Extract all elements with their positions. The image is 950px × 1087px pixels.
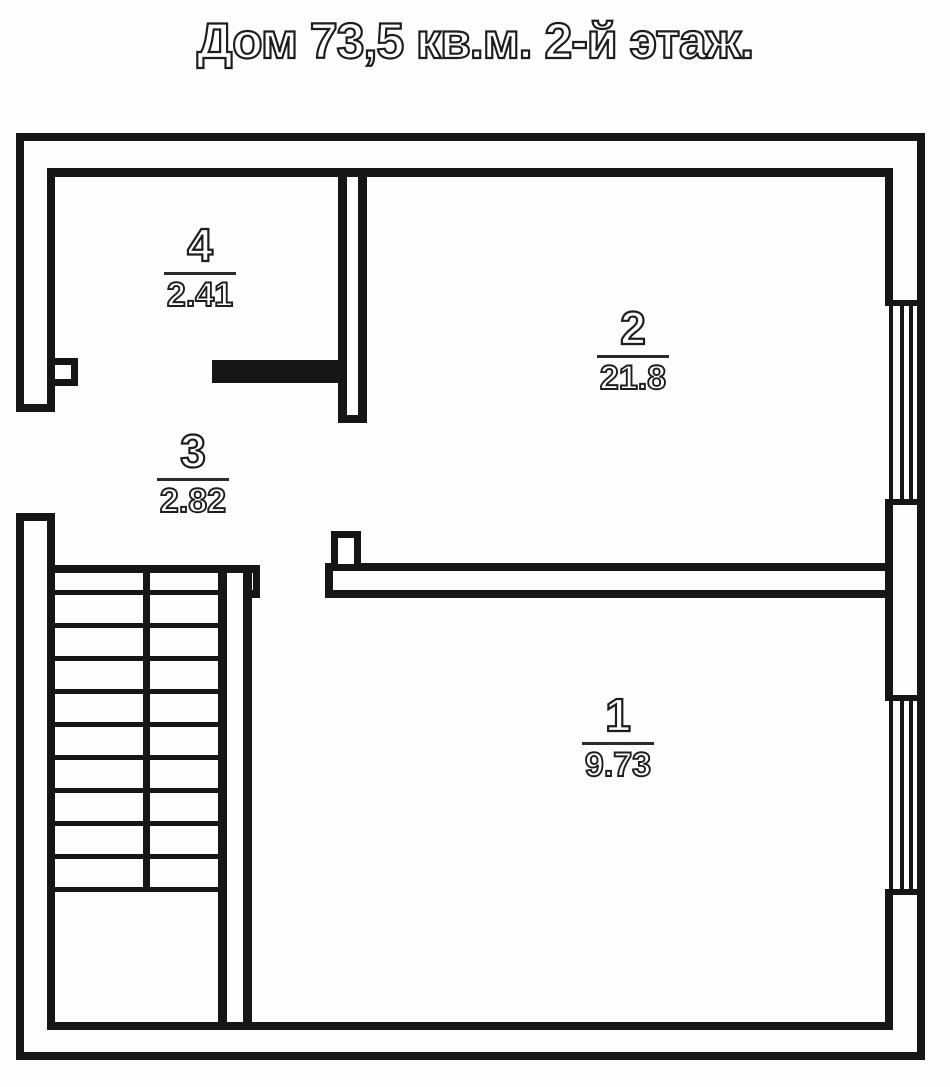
window-room1-pane-line — [909, 695, 913, 895]
wall-room2-bottom-bottom-line — [325, 590, 893, 598]
wall-room4-bottom — [212, 360, 347, 383]
stair-tread — [50, 623, 218, 628]
stair-tread — [50, 689, 218, 694]
wall-right-inner-a — [885, 168, 893, 305]
wall-bottom-outer — [16, 1052, 925, 1060]
room-label-1 — [548, 689, 688, 784]
wall-top-inner — [47, 168, 893, 177]
door-jamb-room2 — [331, 531, 361, 571]
wall-right-inner-b — [885, 500, 893, 697]
wall-left-outer-upper — [16, 133, 24, 412]
wall-bottom-inner — [47, 1022, 893, 1030]
room4-label-rule — [164, 272, 236, 275]
stair-wall-left-line — [218, 565, 227, 1022]
room-label-3 — [123, 425, 263, 520]
stair-door-jamb-horizontal — [243, 590, 260, 598]
window-room2-pane-line — [909, 300, 913, 505]
window-room1-pane-line — [889, 695, 893, 895]
wall-room2-bottom-top-line — [325, 563, 893, 571]
room2-area: 21.8 — [599, 359, 667, 397]
stair-tread — [50, 887, 218, 892]
wall-right-outer — [917, 133, 925, 1060]
stair-tread — [50, 854, 218, 859]
wall-left-outer-lower — [16, 513, 24, 1060]
stair-tread — [50, 755, 218, 760]
room2-number: 2 — [620, 302, 646, 354]
stair-tread — [50, 656, 218, 661]
wall-partition23-right — [358, 168, 367, 423]
wall-left-lower-endcap — [16, 513, 55, 521]
room1-label-rule — [582, 742, 654, 745]
wall-partition23-left — [338, 168, 347, 423]
wall-top-outer — [16, 133, 925, 141]
room1-number: 1 — [605, 689, 631, 741]
stair-tread — [50, 788, 218, 793]
window-room1-pane-line — [900, 695, 904, 895]
room3-area: 2.82 — [159, 482, 227, 520]
room4-number: 4 — [187, 219, 213, 271]
stair-top-line — [48, 565, 260, 573]
stair-wall-right-line — [243, 565, 252, 1022]
room3-number: 3 — [180, 425, 206, 477]
stair-tread — [50, 590, 218, 595]
window-room2-pane-line — [900, 300, 904, 505]
wall-left-upper-endcap — [16, 404, 55, 412]
room-label-2 — [563, 302, 703, 397]
wall-right-inner-c — [885, 891, 893, 1030]
room1-area: 9.73 — [584, 746, 652, 784]
room-label-4 — [130, 219, 270, 314]
room2-label-rule — [597, 355, 669, 358]
door-jamb-room4 — [48, 358, 78, 386]
plan-title: Дом 73,5 кв.м. 2-й этаж. — [196, 13, 754, 69]
stair-tread — [50, 821, 218, 826]
room4-area: 2.41 — [166, 276, 234, 314]
room3-label-rule — [157, 478, 229, 481]
wall-partition23-endcap — [338, 415, 367, 423]
stair-tread — [50, 722, 218, 727]
window-room2-pane-line — [889, 300, 893, 505]
